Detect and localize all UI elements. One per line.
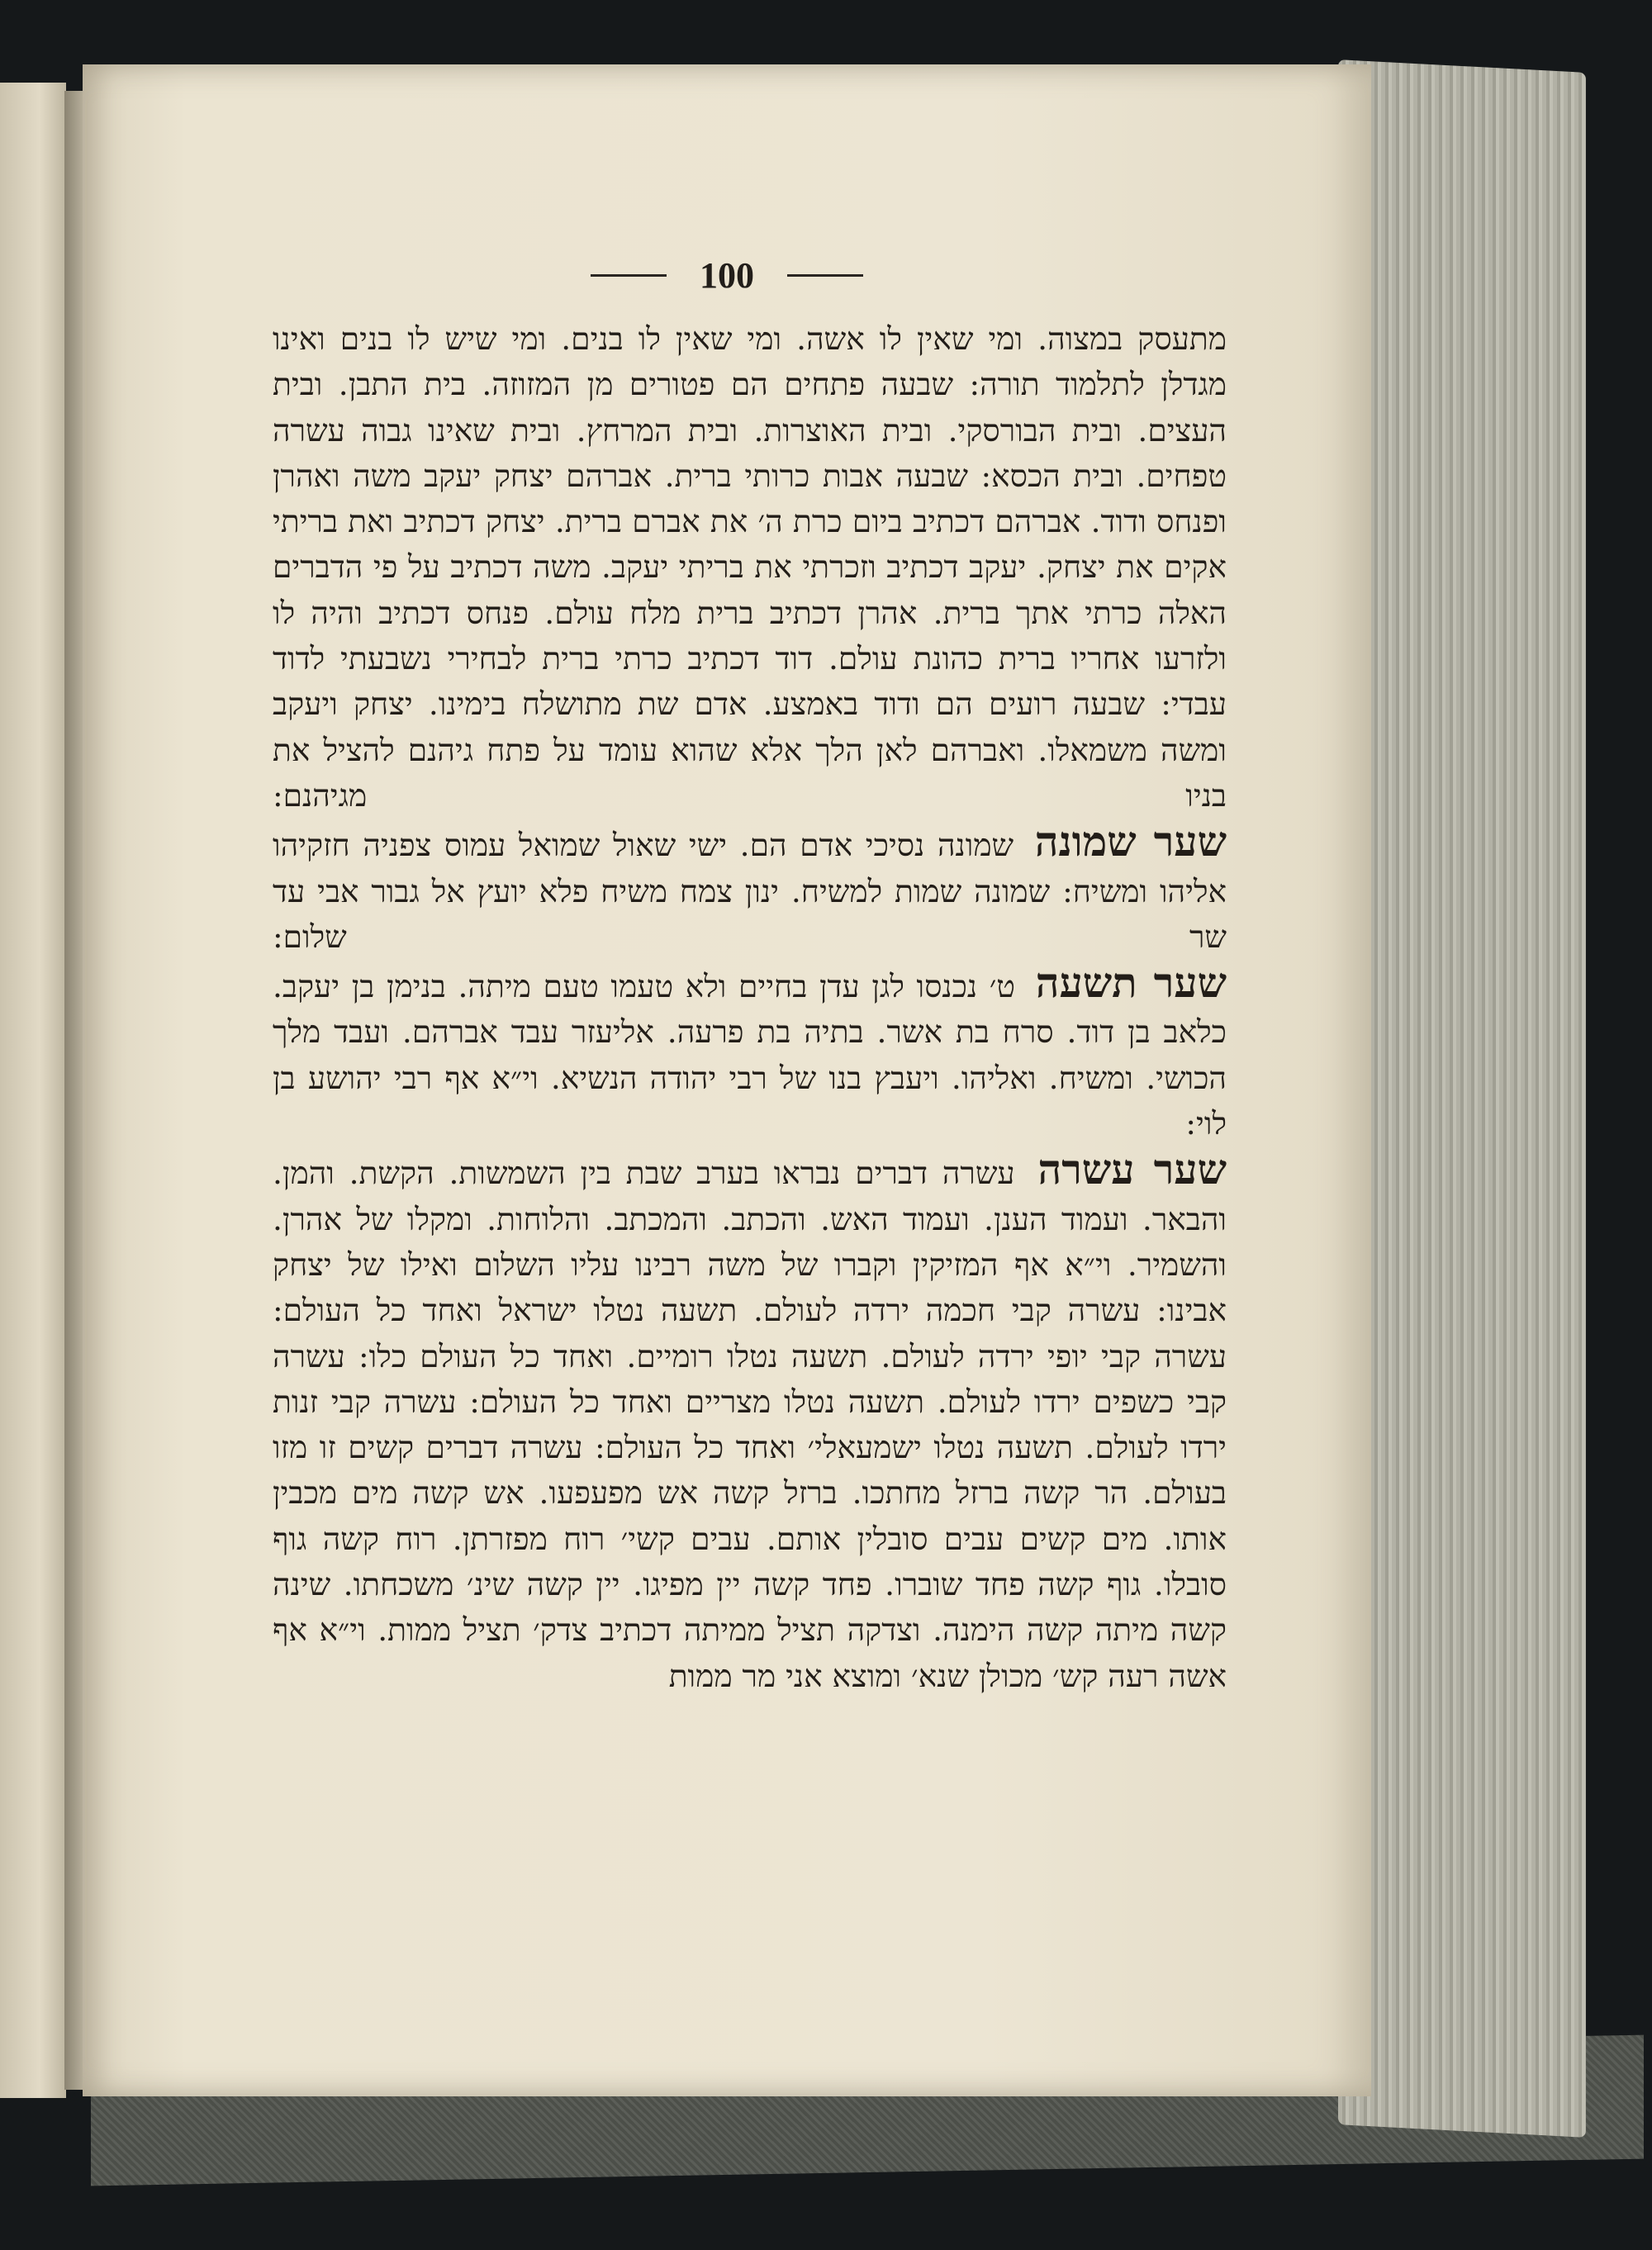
- book-page: [83, 64, 1371, 2096]
- section-text: שמונה נסיכי אדם הם. ישי שאול שמואל עמוס צפניה חזקיהו אליהו ומשיח: שמונה שמות למשיח. ינון צמח משיח פלא יועץ אל גבור אבי עד שר שלום:: [273, 827, 1227, 955]
- page-stack-edge: [1338, 59, 1586, 2138]
- section-heading: שער עשרה: [1037, 1145, 1227, 1194]
- section-heading: שער שמונה: [1034, 817, 1227, 866]
- section-heading: שער תשעה: [1035, 958, 1227, 1008]
- section-text: עשרה דברים נבראו בערב שבת בין השמשות. הקשת. והמן. והבאר. ועמוד הענן. ועמוד האש. והכתב. והמכתב. והלוחות. ומקלו של אהרן. והשמיר. וי״א אף המזיקין וקברו של משה רבינו עליו השלום ואילו של יצחק אבינו: עשרה קבי חכמה ירדה לעולם. תשעה נטלו ישראל ואחד כל העולם: עשרה קבי יופי ירדה לעולם. תשעה נטלו רומיים. ואחד כל העולם כלו: עשרה קבי כשפים ירדו לעולם. תשעה נטלו מצריים ואחד כל העולם: עשרה קבי זנות ירדו לעולם. תשעה נטלו ישמעאלי׳ ואחד כל העולם: עשרה דברים קשים זו מזו בעולם. הר קשה ברזל מחתכו. ברזל קשה אש מפעפעו. אש קשה מים מכבין אותו. מים קשים עבים סובלין אותם. עבים קשי׳ רוח מפזרתן. רוח קשה גוף סובלו. גוף קשה פחד שוברו. פחד קשה יין מפיגו. יין קשה שינ׳ משכחתו. שינה קשה מיתה קשה הימנה. וצדקה תציל ממיתה דכתיב צדק׳ תציל ממות. וי״א אף אשה רעה קש׳ מכולן שנא׳ ומוצא אני מר ממות: [273, 1155, 1227, 1694]
- previous-page-edge: [0, 83, 66, 2098]
- paragraph-opening: [273, 316, 1227, 819]
- section-shaar-tisha: [273, 960, 1227, 1146]
- header-rule-left: [591, 274, 667, 277]
- header-rule-right: [787, 274, 863, 277]
- paragraph-text: מתעסק במצוה. ומי שאין לו אשה. ומי שאין לו בנים. ומי שיש לו בנים ואינו מגדלן לתלמוד תורה: שבעה פתחים הם פטורים מן המזוזה. בית התבן. ובית העצים. ובית הבורסקי. ובית האוצרות. ובית המרחץ. ובית שאינו גבוה עשרה טפחים. ובית הכסא: שבעה אבות כרותי ברית. אברהם יצחק יעקב משה ואהרן ופנחס ודוד. אברהם דכתיב ביום כרת ה׳ את אברם ברית. יצחק דכתיב ואת בריתי אקים את יצחק. יעקב דכתיב וזכרתי את בריתי יעקב. משה דכתיב על פי הדברים האלה כרתי אתך ברית. אהרן דכתיב ברית מלח עולם. פנחס דכתיב והיה לו ולזרעו אחריו ברית כהונת עולם. דוד דכתיב כרתי ברית לבחירי נשבעתי לדוד עבדי: שבעה רועים הם ודוד באמצע. אדם שת מתושלח בימינו. יצחק ויעקב ומשה משמאלו. ואברהם לאן הלך אלא שהוא עומד על פתח גיהנם להציל את בניו מגיהנם:: [273, 320, 1227, 814]
- section-shaar-asara: [273, 1146, 1227, 1699]
- section-text: ט׳ נכנסו לגן עדן בחיים ולא טעמו טעם מיתה. בנימן בן יעקב. כלאב בן דוד. סרח בת אשר. בתיה בת פרעה. אליעזר עבד אברהם. ועבד מלך הכושי. ומשיח. ואליהו. ויעבץ בנו של רבי יהודה הנשיא. וי״א אף רבי יהושע בן לוי:: [273, 968, 1227, 1142]
- page-body: [273, 316, 1227, 1699]
- page-number: 100: [700, 255, 754, 296]
- page-header: [83, 254, 1371, 297]
- section-shaar-shmona: [273, 819, 1227, 960]
